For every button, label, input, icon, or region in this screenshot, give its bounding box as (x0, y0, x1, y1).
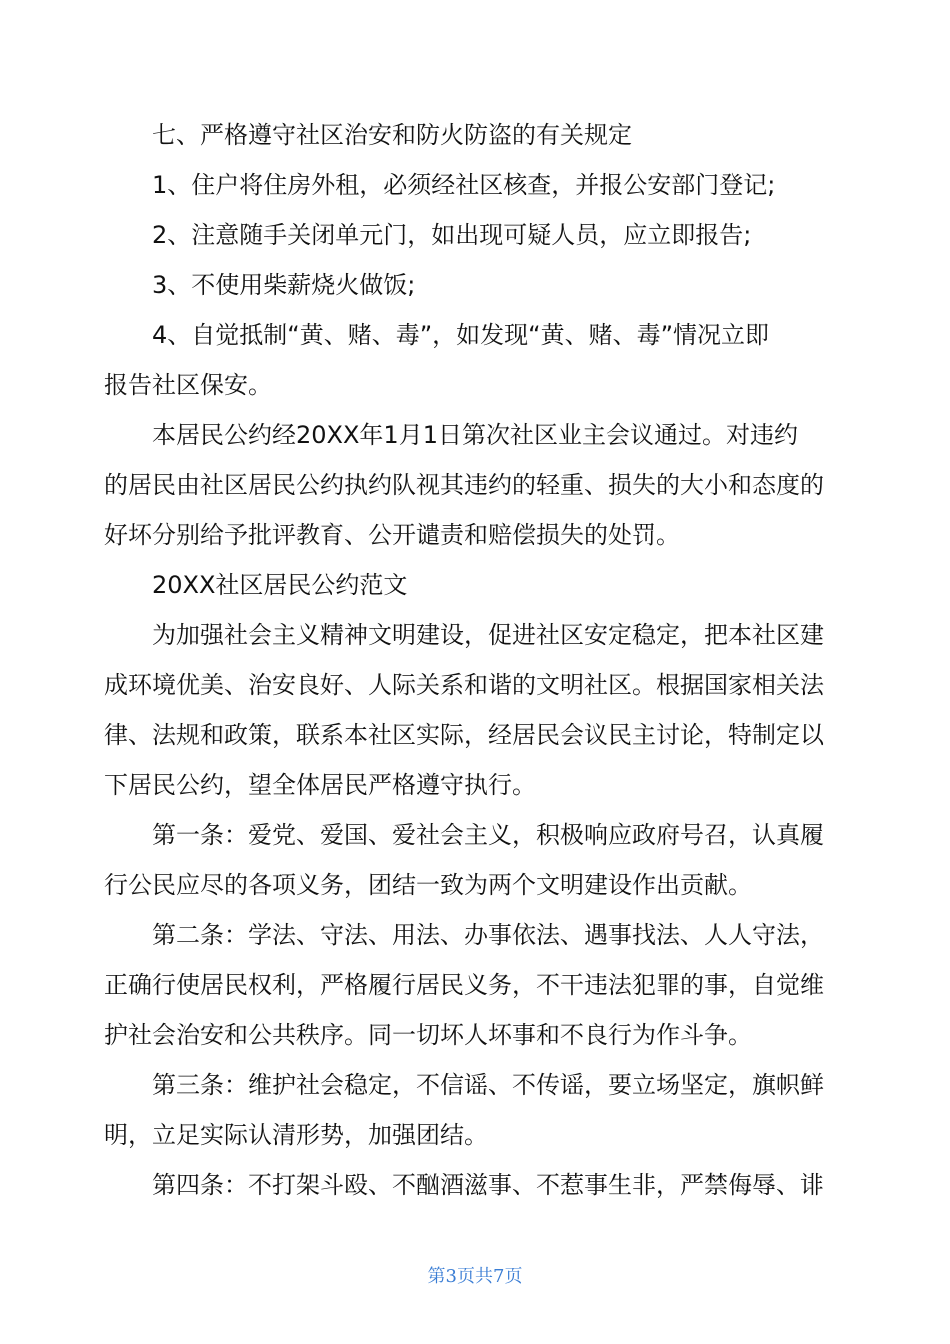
page-number-footer: 第3页共7页 (427, 1266, 523, 1287)
text-line: 正确行使居民权利，严格履行居民义务，不干违法犯罪的事，自觉维 (104, 971, 824, 999)
text-line: 为加强社会主义精神文明建设，促进社区安定稳定，把本社区建 (152, 621, 824, 649)
article-title: 20XX社区居民公约范文 (152, 571, 408, 599)
text-line: 的居民由社区居民公约执约队视其违约的轻重、损失的大小和态度的 (104, 471, 824, 499)
text-line: 明，立足实际认清形势，加强团结。 (104, 1121, 488, 1149)
text-line: 第三条：维护社会稳定，不信谣、不传谣，要立场坚定，旗帜鲜 (152, 1071, 824, 1099)
text-line: 成环境优美、治安良好、人际关系和谐的文明社区。根据国家相关法 (104, 671, 824, 699)
text-line: 3、不使用柴薪烧火做饭; (152, 271, 416, 299)
text-line: 律、法规和政策，联系本社区实际，经居民会议民主讨论，特制定以 (104, 721, 824, 749)
text-line: 2、注意随手关闭单元门，如出现可疑人员，应立即报告; (152, 221, 752, 249)
text-line: 1、住户将住房外租，必须经社区核查，并报公安部门登记; (152, 171, 776, 199)
text-line: 第二条：学法、守法、用法、办事依法、遇事找法、人人守法， (152, 921, 824, 949)
section-heading: 七、严格遵守社区治安和防火防盗的有关规定 (152, 121, 632, 149)
text-line: 报告社区保安。 (104, 371, 272, 399)
text-line: 下居民公约，望全体居民严格遵守执行。 (104, 771, 536, 799)
text-line: 第四条：不打架斗殴、不酗酒滋事、不惹事生非，严禁侮辱、诽 (152, 1171, 824, 1199)
text-line: 本居民公约经20XX年1月1日第次社区业主会议通过。对违约 (152, 421, 798, 449)
text-line: 护社会治安和公共秩序。同一切坏人坏事和不良行为作斗争。 (104, 1021, 752, 1049)
text-line: 行公民应尽的各项义务，团结一致为两个文明建设作出贡献。 (104, 871, 752, 899)
text-line: 第一条：爱党、爱国、爱社会主义，积极响应政府号召，认真履 (152, 821, 824, 849)
document-body (104, 110, 848, 1210)
text-line: 好坏分别给予批评教育、公开谴责和赔偿损失的处罚。 (104, 521, 680, 549)
text-line: 4、自觉抵制“黄、赌、毒”，如发现“黄、赌、毒”情况立即 (152, 321, 770, 349)
